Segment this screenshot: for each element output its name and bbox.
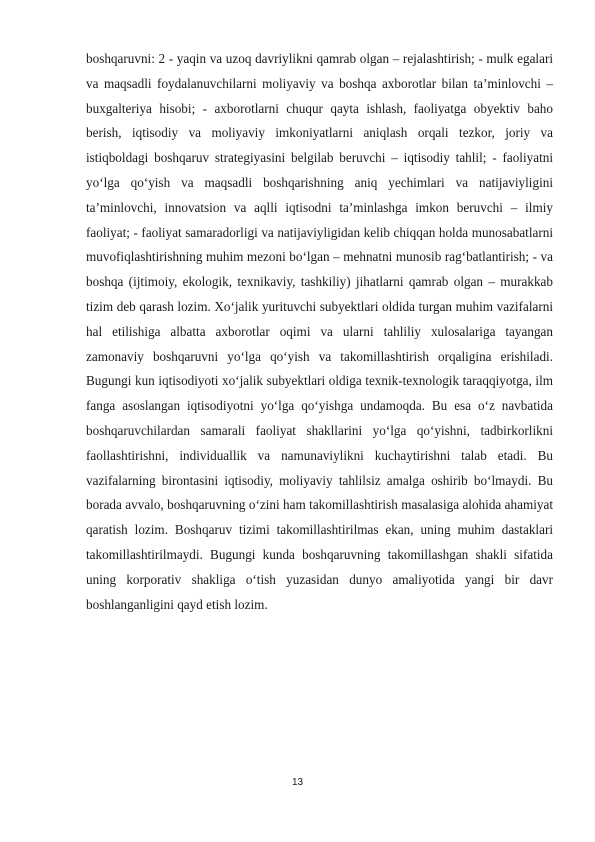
page-number: 13 [291, 777, 304, 788]
body-paragraph: boshqaruvni: 2 - yaqin va uzoq davriylikni qamrab olgan – rejalashtirish; - mulk egalari va maqsadli foydalanuvchilarni moliyaviy va boshqa axborotlar bilan ta’minlovchi – buxgalteriya hisobi; - axborotlarni chuqur qayta ishlash, faoliyatga obyektiv baho berish, iqtisodiy va moliyaviy imkoniyatlarni aniqlash orqali tezkor, joriy va istiqboldagi boshqaruv strategiyasini belgilab beruvchi – iqtisodiy tahlil; - faoliyatni yo‘lga qo‘yish va maqsadli boshqarishning aniq yechimlari va natijaviyligini ta’minlovchi, innovatsion va aqlli iqtisodni ta’minlashga imkon beruvchi – ilmiy faoliyat; - faoliyat samaradorligi va natijaviyligidan kelib chiqqan holda munosabatlarni muvofiqlashtirishning muhim mezoni bo‘lgan – mehnatni munosib rag‘batlantirish; - va boshqa (ijtimoiy, ekologik, texnikaviy, tashkiliy) jihatlarni qamrab olgan – murakkab tizim deb qarash lozim. Xo‘jalik yurituvchi subyektlari oldida turgan muhim vazifalarni hal etilishiga albatta axborotlar oqimi va ularni tahliliy xulosalariga tayangan zamonaviy boshqaruvni yo‘lga qo‘yish va takomillashtirish orqaligina erishiladi. Bugungi kun iqtisodiyoti xo‘jalik subyektlari oldiga texnik-texnologik taraqqiyotga, ilm fanga asoslangan iqtisodiyotni yo‘lga qo‘yishga undamoqda. Bu esa o‘z navbatida boshqaruvchilardan samarali faoliyat shakllarini yo‘lga qo‘yishni, tadbirkorlikni faollashtirishni, individuallik va namunaviylikni kuchaytirishni talab etadi. Bu vazifalarning birontasini iqtisodiy, moliyaviy tahlilsiz amalga oshirib bo‘lmaydi. Bu borada avvalo, boshqaruvning o‘zini ham takomillashtirish masalasiga alohida ahamiyat qaratish lozim. Boshqaruv tizimi takomillashtirilmas ekan, uning muhim dastaklari takomillashtirilmaydi. Bugungi kunda boshqaruvning takomillashgan shakli sifatida uning korporativ shakliga o‘tish yuzasidan dunyo amaliyotida yangi bir davr boshlanganligini qayd etish lozim. [86, 51, 553, 612]
